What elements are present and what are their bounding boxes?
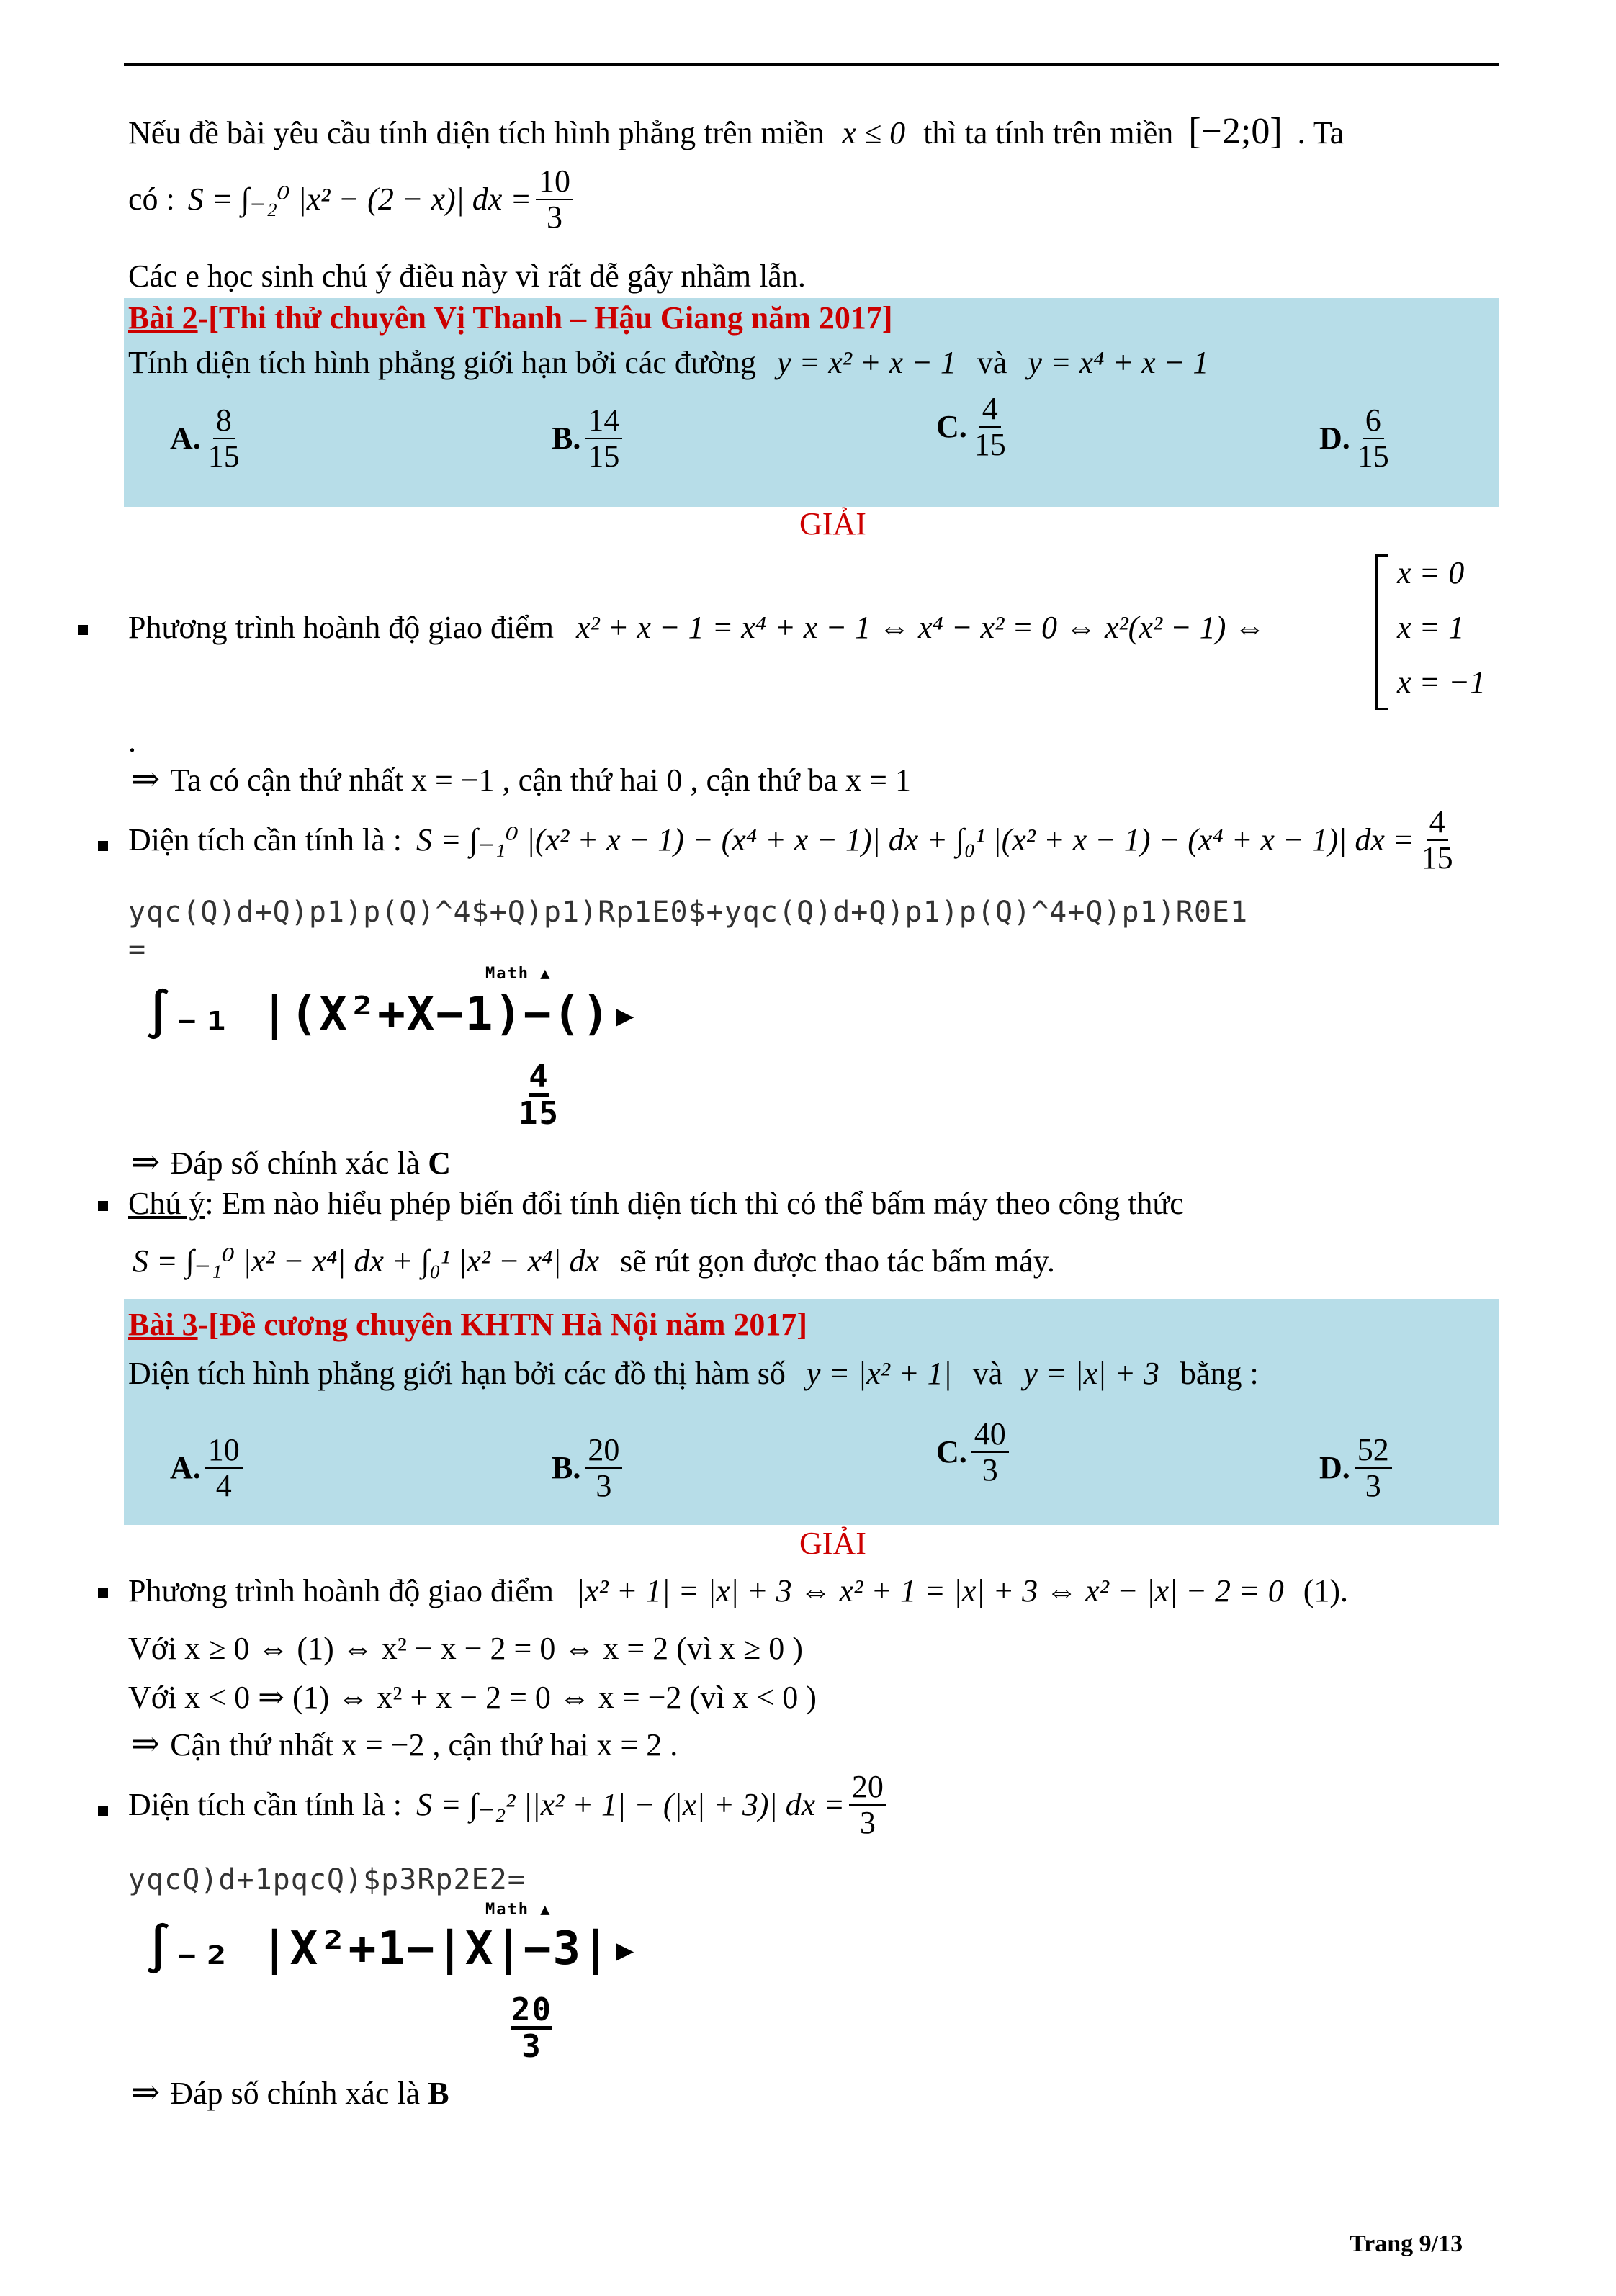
roots-bracket (1375, 554, 1388, 710)
problem-3-curve-1: y = |x² + 1| (806, 1356, 952, 1391)
problem-2-label: Bài 2 (128, 300, 198, 336)
problem-3-title (128, 1306, 807, 1344)
problem-3-box (124, 1299, 1499, 1525)
solution-3-step-1: Phương trình hoành độ giao điểm |x² + 1| = |x| + 3 ⇔ x² + 1 = |x| + 3 ⇔ x² − |x| − 2 = 0 (1). (128, 1573, 1349, 1608)
solution-3-answer-letter: B (428, 2076, 449, 2111)
calc-mode-indicator: Math ▲ (485, 965, 552, 983)
calc-result: 20 3 (511, 1991, 552, 2065)
solution-3-bounds: ⇒ Cận thứ nhất x = −2 , cận thứ hai x = 2 . (131, 1725, 678, 1763)
implies-icon: ⇒ (131, 2074, 161, 2112)
problem-2-source: -[Thi thử chuyên Vị Thanh – Hậu Giang năm 2017] (197, 300, 893, 336)
problem-3-option-b[interactable]: B. $\frac{20}{3}$ (552, 1433, 627, 1504)
problem-3-option-a[interactable]: A. $\frac{10}{4}$ (170, 1433, 247, 1504)
intro-result-fraction: $\frac{10}{3}$ (536, 164, 573, 235)
bullet (78, 625, 88, 635)
calc-result: 4 15 (519, 1058, 560, 1132)
problem-2-curve-1: y = x² + x − 1 (777, 345, 956, 380)
intro-line-2 (128, 164, 578, 235)
problem-3-option-c[interactable]: C. $\frac{40}{3}$ (936, 1417, 1013, 1488)
solution-2-area-integral: S = ∫₋₁⁰ |(x² + x − 1) − (x⁴ + x − 1)| dx + ∫₀¹ |(x² + x − 1) − (x⁴ + x − 1)| dx = (416, 821, 1414, 857)
intro-condition: x ≤ 0 (842, 115, 906, 150)
note-integral: S = ∫₋₁⁰ |x² − x⁴| dx + ∫₀¹ |x² − x⁴| dx (133, 1243, 600, 1279)
intro-line-1 (128, 109, 1344, 154)
calc-expression: ∫₋₂ |X²+1−|X|−3|▸ (144, 1922, 641, 1976)
intro-interval: [−2;0] (1188, 111, 1283, 152)
root-1: x = 0 (1397, 555, 1465, 590)
problem-2-title (128, 300, 892, 338)
solution-2-step-2: ⇒ Ta có cận thứ nhất x = −1 , cận thứ hai 0 , cận thứ ba x = 1 (131, 760, 911, 798)
problem-2-option-b[interactable]: B. $\frac{14}{15}$ (552, 403, 627, 474)
solution-3-step-3: Diện tích cần tính là : S = ∫₋₂² ||x² + 1| − (|x| + 3)| dx = $\frac{20}{3}$ (128, 1770, 891, 1841)
implies-icon: ⇒ (131, 1143, 161, 1181)
solution-2-heading: GIẢI (799, 506, 866, 541)
solution-2-step-1: Phương trình hoành độ giao điểm x² + x − 1 = x⁴ + x − 1 ⇔ x⁴ − x² = 0 ⇔ x²(x² − 1) ⇔ (128, 610, 1266, 645)
problem-3-curve-2: y = |x| + 3 (1023, 1356, 1159, 1391)
implies-icon: ⇒ (131, 760, 161, 798)
calculator-keys-1b: = (128, 933, 147, 966)
calc-mode-indicator: Math ▲ (485, 1901, 552, 1919)
problem-2-box (124, 298, 1499, 507)
solution-3-heading: GIẢI (799, 1526, 866, 1561)
calculator-screen-1 (144, 965, 641, 1138)
solution-3-equation: |x² + 1| = |x| + 3 ⇔ x² + 1 = |x| + 3 ⇔ x² − |x| − 2 = 0 (575, 1573, 1284, 1608)
implies-icon: ⇒ (131, 1725, 161, 1763)
root-2: x = 1 (1397, 610, 1465, 645)
solution-3-case-1: Với x ≥ 0 ⇔ (1) ⇔ x² − x − 2 = 0 ⇔ x = 2 (vì x ≥ 0 ) (128, 1631, 803, 1666)
problem-2-option-c[interactable]: C. $\frac{4}{15}$ (936, 391, 1006, 463)
solution-3-area-integral: S = ∫₋₂² ||x² + 1| − (|x| + 3)| dx = (416, 1786, 845, 1822)
solution-2-answer: ⇒ Đáp số chính xác là C (131, 1143, 451, 1181)
intro-line-3: Các e học sinh chú ý điều này vì rất dễ gây nhầm lẫn. (128, 258, 806, 294)
problem-2-option-d[interactable]: D. $\frac{6}{15}$ (1319, 402, 1389, 474)
note: Chú ý: Em nào hiểu phép biến đổi tính diện tích thì có thể bấm máy theo công thức (128, 1186, 1184, 1221)
problem-2-curve-2: y = x⁴ + x − 1 (1028, 345, 1209, 380)
problem-3-option-d[interactable]: D. $\frac{52}{3}$ (1319, 1433, 1396, 1504)
bullet (98, 1806, 108, 1816)
solution-2-area-result: $\frac{4}{15}$ (1421, 804, 1453, 876)
problem-3-label: Bài 3 (128, 1307, 198, 1342)
intro-text-b: thì ta tính trên miền (923, 115, 1174, 150)
intro-co: có : (128, 181, 175, 217)
page-number: Trang 9/13 (1350, 2230, 1463, 2257)
solution-2-step-3: Diện tích cần tính là : S = ∫₋₁⁰ |(x² + x − 1) − (x⁴ + x − 1)| dx + ∫₀¹ |(x² + x − 1) − (x⁴ + x − 1)| dx = $\frac{4}{15}$ (128, 805, 1460, 876)
note-formula: S = ∫₋₁⁰ |x² − x⁴| dx + ∫₀¹ |x² − x⁴| dx sẽ rút gọn được thao tác bấm máy. (133, 1243, 1055, 1279)
note-label: Chú ý (128, 1186, 205, 1221)
calc-expression: ∫₋₁ |(X²+X−1)−()▸ (144, 988, 641, 1041)
root-3: x = −1 (1397, 665, 1486, 700)
intro-text-c: . Ta (1297, 115, 1345, 150)
intro-text-a: Nếu đề bài yêu cầu tính diện tích hình phẳng trên miền (128, 115, 825, 150)
problem-2-option-a[interactable]: A. $\frac{8}{15}$ (170, 402, 240, 474)
bullet (98, 1201, 108, 1211)
calculator-keys-1: yqc(Q)d+Q)p1)p(Q)^4$+Q)p1)Rp1E0$+yqc(Q)d+Q)p1)p(Q)^4+Q)p1)R0E1 (128, 896, 1249, 929)
problem-3-source: -[Đề cương chuyên KHTN Hà Nội năm 2017] (197, 1307, 807, 1342)
solution-2-equation: x² + x − 1 = x⁴ + x − 1 ⇔ x⁴ − x² = 0 ⇔ x²(x² − 1) ⇔ (575, 610, 1266, 645)
bullet (98, 841, 108, 851)
bullet (98, 1588, 108, 1598)
solution-3-area-result: $\frac{20}{3}$ (849, 1770, 886, 1841)
calculator-screen-2 (144, 1901, 641, 2066)
calculator-keys-2: yqcQ)d+1pqcQ)$p3Rp2E2= (128, 1863, 526, 1896)
intro-integral: S = ∫₋₂⁰ |x² − (2 − x)| dx = (187, 181, 532, 217)
problem-3-question: Diện tích hình phẳng giới hạn bởi các đồ thị hàm số y = |x² + 1| và y = |x| + 3 bằng : (128, 1356, 1259, 1391)
solution-2-answer-letter: C (428, 1145, 451, 1181)
solution-3-answer: ⇒ Đáp số chính xác là B (131, 2074, 449, 2112)
top-rule (124, 63, 1499, 66)
trailing-dot: . (128, 724, 136, 759)
problem-2-question: Tính diện tích hình phẳng giới hạn bởi các đường y = x² + x − 1 và y = x⁴ + x − 1 (128, 345, 1209, 380)
solution-3-case-2: Với x < 0 ⇒ (1) ⇔ x² + x − 2 = 0 ⇔ x = −2 (vì x < 0 ) (128, 1680, 817, 1715)
